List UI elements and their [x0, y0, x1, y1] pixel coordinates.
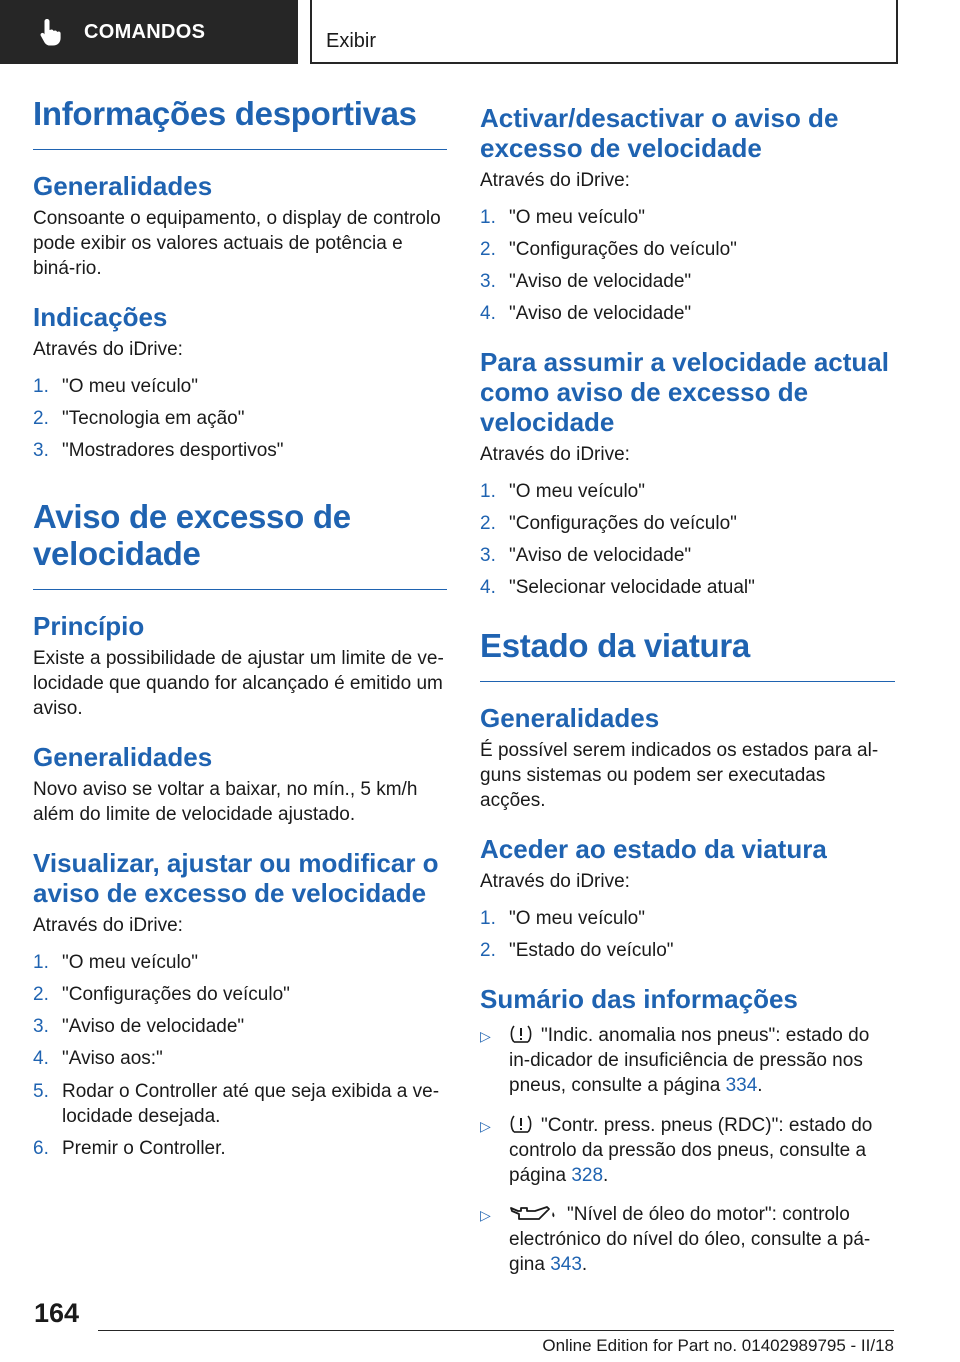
section-tab — [0, 0, 298, 64]
step-number: 4. — [33, 1048, 49, 1070]
page-reference-link[interactable]: 328 — [571, 1164, 604, 1186]
step-text: "Estado do veículo" — [509, 940, 674, 962]
list-item — [480, 1202, 895, 1277]
step-text: "Mostradores desportivos" — [62, 440, 284, 462]
heading-principle: Princípio — [33, 611, 145, 642]
heading-assume-speed: Para assumir a velocidade actual como aviso de excesso de velocidade — [480, 347, 889, 437]
list-item — [480, 575, 895, 600]
summary-item-end: . — [757, 1075, 763, 1097]
list-item — [480, 479, 895, 504]
heading-speed-general: Generalidades — [33, 742, 213, 773]
step-text: "Aviso aos:" — [62, 1048, 163, 1070]
step-text: Premir o Controller. — [62, 1137, 226, 1159]
subsection-label: Exibir — [326, 30, 377, 52]
summary-list — [480, 1023, 895, 1277]
left-column — [33, 96, 447, 1168]
step-text: "Tecnologia em ação" — [62, 408, 245, 430]
list-item — [480, 269, 895, 294]
step-number: 5. — [33, 1080, 49, 1102]
list-item — [480, 543, 895, 568]
section-label: COMANDOS — [84, 20, 206, 43]
pointing-hand-icon — [38, 17, 66, 47]
list-item — [33, 438, 447, 463]
list-item — [480, 205, 895, 230]
heading-info-summary: Sumário das informações — [480, 984, 798, 1015]
list-item — [33, 982, 447, 1007]
list-item — [480, 301, 895, 326]
heading-vehicle-status: Estado da viatura — [480, 628, 895, 682]
step-number: 1. — [33, 952, 49, 974]
summary-item-desc: "Nível de óleo do motor": controlo electrónico do nível do óleo, consulte a pá-gina — [509, 1203, 871, 1275]
step-text: "O meu veículo" — [62, 376, 198, 398]
list-item — [480, 906, 895, 931]
access-steps — [480, 906, 895, 963]
right-column — [480, 96, 895, 1291]
step-number: 4. — [480, 577, 496, 599]
status-general-text: É possível serem indicados os estados para al-guns sistemas ou podem ser executadas acções. — [480, 740, 879, 812]
heading-access-status: Aceder ao estado da viatura — [480, 834, 827, 865]
heading-status-general: Generalidades — [480, 703, 660, 734]
step-text: "Aviso de velocidade" — [62, 1016, 245, 1038]
step-number: 3. — [33, 440, 49, 462]
step-number: 6. — [33, 1137, 49, 1159]
step-text: "Aviso de velocidade" — [509, 303, 692, 325]
sport-general-text: Consoante o equipamento, o display de controlo pode exibir os valores actuais de potência e biná-rio. — [33, 207, 441, 279]
step-number: 2. — [33, 408, 49, 430]
step-text: "Aviso de velocidade" — [509, 545, 692, 567]
step-text: "Configurações do veículo" — [509, 238, 737, 260]
subsection-tab — [310, 0, 898, 64]
footer-divider — [98, 1330, 894, 1331]
heading-speed-warning: Aviso de excesso de velocidade — [33, 499, 447, 590]
list-item — [33, 950, 447, 975]
toggle-lead: Através do iDrive: — [480, 169, 630, 191]
step-text: "O meu veículo" — [509, 206, 645, 228]
summary-item-text — [509, 1113, 895, 1188]
step-number: 1. — [480, 480, 496, 502]
step-number: 2. — [480, 238, 496, 260]
heading-indications: Indicações — [33, 302, 168, 333]
list-item — [480, 1023, 895, 1098]
heading-view-adjust: Visualizar, ajustar ou modificar o aviso de excesso de velocidade — [33, 848, 439, 909]
step-number: 3. — [480, 271, 496, 293]
step-text: "O meu veículo" — [62, 952, 198, 974]
principle-text: Existe a possibilidade de ajustar um limite de ve-locidade que quando for alcançado é emitido um aviso. — [33, 648, 444, 720]
oil-can-icon — [509, 1203, 559, 1223]
page-reference-link[interactable]: 343 — [550, 1253, 582, 1275]
list-item — [33, 1014, 447, 1039]
summary-item-text — [509, 1023, 895, 1098]
summary-item-desc: "Indic. anomalia nos pneus": estado do in-dicador de insuficiência de pressão nos pneus, consulte a página — [509, 1025, 870, 1097]
assume-lead: Através do iDrive: — [480, 443, 630, 465]
step-number: 2. — [480, 513, 496, 534]
step-text: "Configurações do veículo" — [509, 513, 737, 534]
page-number: 164 — [34, 1298, 80, 1328]
step-number: 4. — [480, 303, 496, 325]
toggle-steps — [480, 205, 895, 326]
page-header — [0, 0, 960, 66]
step-number: 1. — [480, 206, 496, 228]
heading-toggle-warning: Activar/desactivar o aviso de excesso de velocidade — [480, 103, 839, 163]
list-item — [480, 237, 895, 262]
bullet-triangle-icon: ▷ — [480, 1117, 491, 1134]
tire-warning-icon — [509, 1114, 533, 1134]
bullet-triangle-icon: ▷ — [480, 1206, 491, 1223]
step-number: 1. — [480, 908, 496, 930]
step-number: 2. — [33, 984, 49, 1006]
list-item — [33, 1079, 447, 1129]
summary-item-end: . — [603, 1164, 609, 1186]
list-item — [480, 511, 895, 536]
view-lead: Através do iDrive: — [33, 915, 183, 937]
step-text: "O meu veículo" — [509, 480, 645, 502]
step-number: 1. — [33, 376, 49, 398]
step-text: "Aviso de velocidade" — [509, 271, 692, 293]
tire-warning-icon — [509, 1024, 533, 1044]
heading-sport-info: Informações desportivas — [33, 96, 447, 150]
view-steps — [33, 950, 447, 1161]
step-text: "Configurações do veículo" — [62, 984, 290, 1006]
step-number: 2. — [480, 940, 496, 962]
list-item — [33, 1136, 447, 1161]
speed-general-text: Novo aviso se voltar a baixar, no mín., 5 km/h além do limite de velocidade ajustado. — [33, 779, 418, 826]
heading-sport-general: Generalidades — [33, 170, 213, 201]
edition-text: Online Edition for Part no. 01402989795 - II/18 — [542, 1336, 894, 1355]
access-lead: Através do iDrive: — [480, 871, 630, 893]
indications-steps — [33, 374, 447, 463]
step-text: "Selecionar velocidade atual" — [509, 577, 755, 599]
page-reference-link[interactable]: 334 — [725, 1075, 758, 1097]
summary-item-end: . — [581, 1253, 588, 1275]
step-number: 3. — [33, 1016, 49, 1038]
summary-item-text — [509, 1202, 895, 1277]
step-number: 3. — [480, 545, 496, 567]
list-item — [33, 1046, 447, 1071]
list-item — [33, 374, 447, 399]
step-text: "O meu veículo" — [509, 908, 645, 930]
list-item — [33, 406, 447, 431]
indications-lead: Através do iDrive: — [33, 338, 183, 360]
assume-steps — [480, 479, 895, 600]
list-item — [480, 938, 895, 963]
list-item — [480, 1113, 895, 1188]
summary-item-desc: "Contr. press. pneus (RDC)": estado do controlo da pressão dos pneus, consulte a página — [509, 1114, 873, 1186]
step-text: Rodar o Controller até que seja exibida a ve-locidade desejada. — [62, 1080, 440, 1127]
bullet-triangle-icon: ▷ — [480, 1028, 491, 1045]
